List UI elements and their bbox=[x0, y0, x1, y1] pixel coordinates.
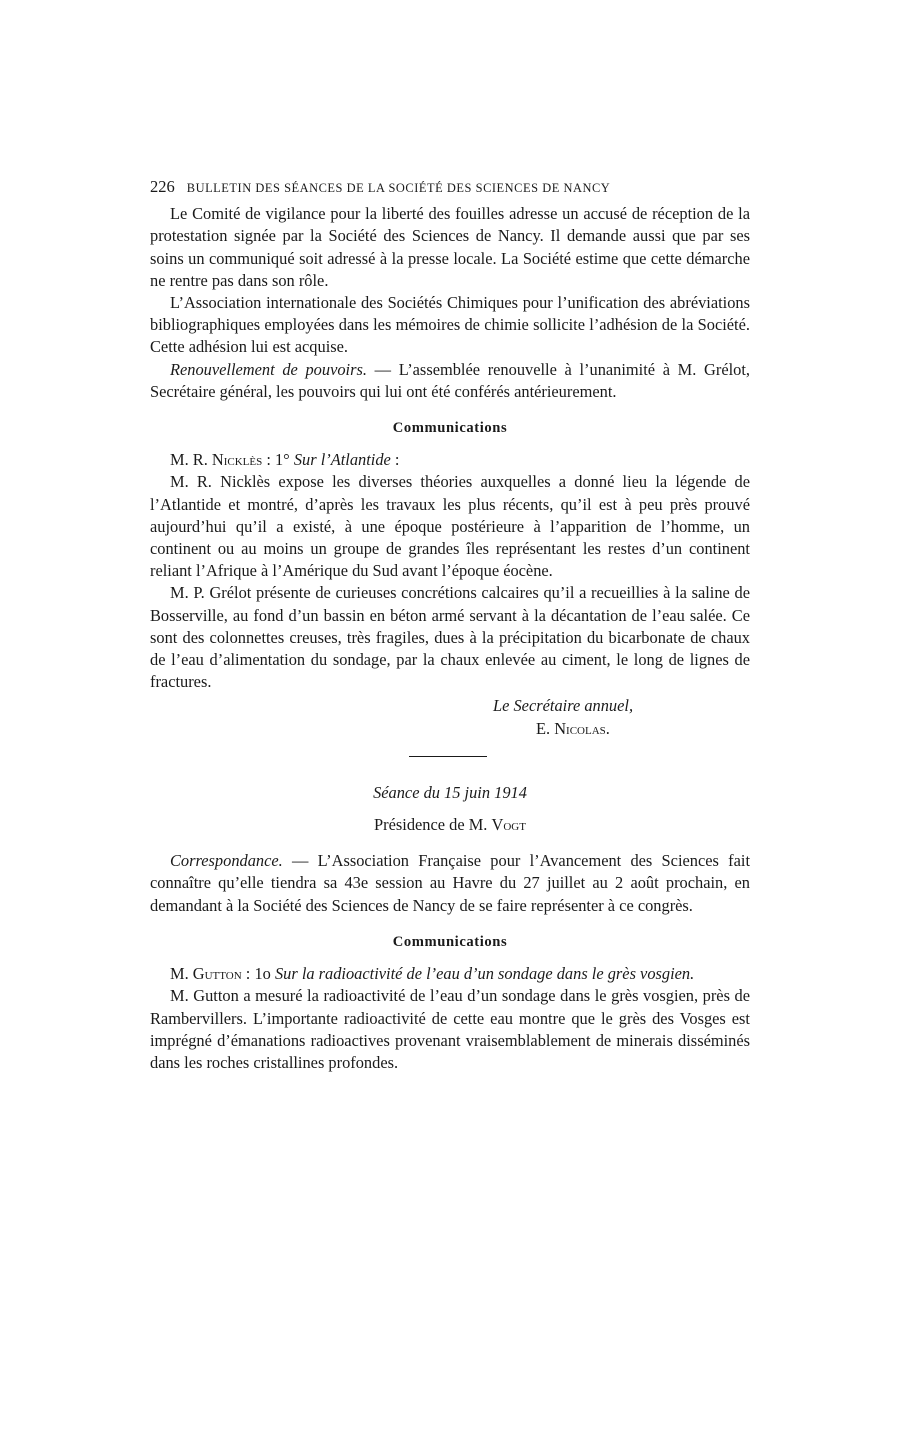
paragraph-renouvellement bbox=[150, 359, 750, 403]
seance-title: Séance du 15 juin 1914 bbox=[373, 782, 527, 802]
nickles-entry-heading bbox=[150, 449, 750, 471]
signature-name-line bbox=[150, 718, 750, 740]
communications-heading: Communications bbox=[392, 420, 508, 437]
paragraph-nickles: M. R. Nicklès expose les diverses théories auxquelles a donné lieu la légende de l’Atlantide et montré, d’après les travaux les plus récents, qu’il est à peu près prouvé aujourd’hui qu’il a existé, à une époque postérieure à l’apparition de l’homme, un continent ou au moins un groupe de grandes îles représentant les restes d’un continent reliant l’Afrique à l’Amérique du Sud avant l’époque éocène. bbox=[150, 472, 750, 581]
communications-heading-2: Communications bbox=[392, 933, 508, 950]
gutton-separator: : 1o bbox=[241, 964, 275, 984]
page-number: 226 bbox=[150, 177, 175, 196]
correspondance-label: Correspondance. bbox=[170, 851, 283, 871]
section-divider bbox=[409, 756, 487, 757]
renouvellement-text: — L’assemblée renouvelle à l’unanimité à M. Grélot, Secrétaire général, les pouvoirs qui lui ont été conférés antérieurement. bbox=[150, 359, 750, 401]
paragraph-grelot: M. P. Grélot présente de curieuses concrétions calcaires qu’il a recueillies à la saline de Bosserville, au fond d’un bassin en béton armé servant à la décantation de l’eau salée. Ce sont des colonnettes creuses, très fragiles, dues à la précipitation du bicarbonate de chaux de l’eau d’alimentation du sondage, par la chaux enlevée au ciment, le long de lignes de fractures. bbox=[150, 583, 750, 692]
signature-role: Le Secrétaire annuel, bbox=[493, 696, 634, 716]
signature-name: Nicolas. bbox=[554, 718, 610, 738]
signature-initial: E. bbox=[536, 718, 555, 738]
renouvellement-label: Renouvellement de pouvoirs. bbox=[170, 359, 367, 379]
presidence-prefix: Présidence de M. bbox=[374, 815, 492, 835]
nickles-separator: : 1° bbox=[262, 450, 294, 470]
presidence-name: Vogt bbox=[491, 815, 526, 835]
gutton-entry-heading bbox=[150, 963, 750, 985]
nickles-title: Sur l’Atlantide bbox=[293, 450, 391, 470]
correspondance-text: — L’Association Française pour l’Avancement des Sciences fait connaître qu’elle tiendra sa 43e session au Havre du 27 juillet au 2 août prochain, en demandant à la Société des Sciences de Nancy de se faire représenter à ce congrès. bbox=[150, 851, 750, 915]
paragraph-gutton: M. Gutton a mesuré la radioactivité de l’eau d’un sondage dans le grès vosgien, près de Rambervillers. L’importante radioactivité de cette eau montre que le grès des Vosges est imprégné d’émanations radioactives provenant vraisemblablement de minerais disséminés dans les roches cristallines profondes. bbox=[150, 986, 750, 1072]
gutton-author: Gutton bbox=[192, 964, 242, 984]
paragraph-comite: Le Comité de vigilance pour la liberté des fouilles adresse un accusé de réception de la protestation signée par la Société des Sciences de Nancy. Il demande aussi que par ses soins un communiqué soit adressé à la presse locale. La Société estime que cette démarche ne rentre pas dans son rôle. bbox=[150, 204, 750, 290]
gutton-title: Sur la radioactivité de l’eau d’un sondage dans le grès vosgien. bbox=[274, 964, 695, 984]
journal-title: BULLETIN DES SÉANCES DE LA SOCIÉTÉ DES SCIENCES DE NANCY bbox=[186, 181, 611, 195]
nickles-end: : bbox=[390, 450, 400, 470]
gutton-prefix: M. bbox=[170, 964, 193, 984]
document-page bbox=[150, 176, 750, 1074]
paragraph-association: L’Association internationale des Sociétés Chimiques pour l’unification des abréviations bibliographiques employées dans les mémoires de chimie sollicite l’adhésion de la Société. Cette adhésion lui est acquise. bbox=[150, 293, 750, 357]
presidence-line bbox=[150, 814, 750, 836]
nickles-author: M. R. Nicklès bbox=[170, 450, 263, 470]
signature-block bbox=[150, 695, 750, 739]
paragraph-correspondance bbox=[150, 850, 750, 917]
running-head bbox=[150, 176, 750, 199]
